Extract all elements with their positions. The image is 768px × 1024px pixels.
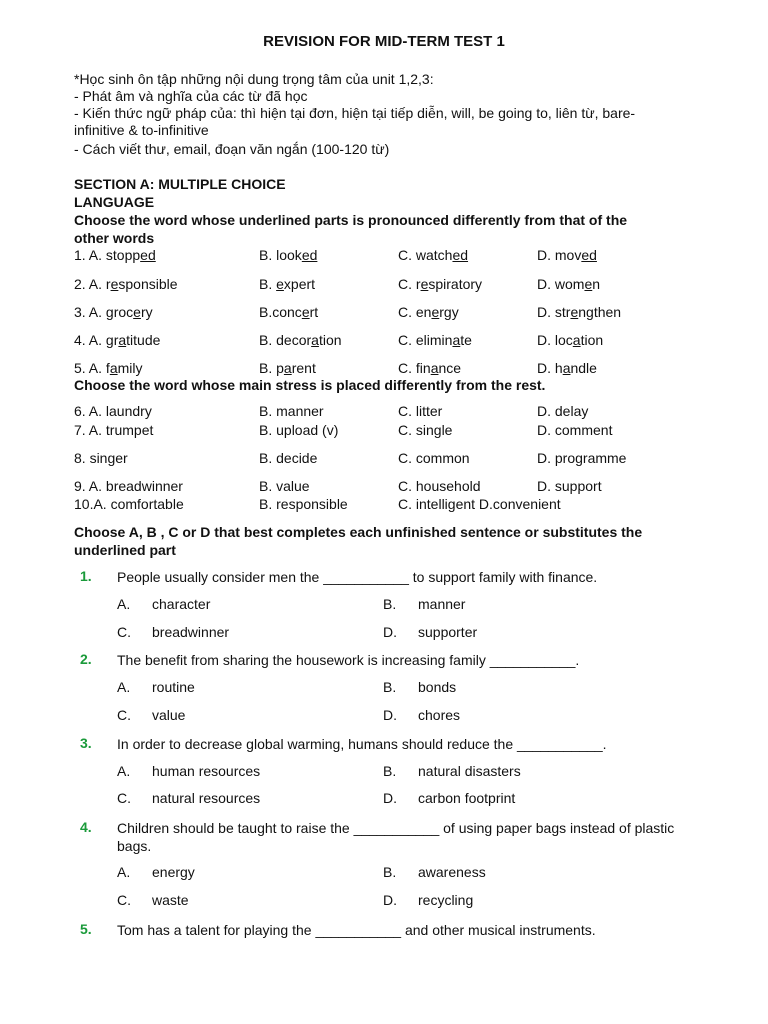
- list-item: D. women: [537, 276, 601, 292]
- list-item: 1. A. stopped: [74, 247, 156, 263]
- language-heading: LANGUAGE: [74, 194, 155, 210]
- list-item: C. intelligent D.convenient: [398, 496, 561, 512]
- list-item: 6. A. laundry: [74, 403, 152, 419]
- option-text: bonds: [418, 679, 457, 695]
- list-item: C. household: [398, 478, 481, 494]
- pron-instruction: Choose the word whose underlined parts is pronounced differently from that of the: [74, 212, 628, 228]
- question-number: 1.: [80, 568, 92, 584]
- intro-line-2: - Phát âm và nghĩa của các từ đã học: [74, 88, 308, 104]
- list-item: D. moved: [537, 247, 597, 263]
- choose-instruction-cont: underlined part: [74, 542, 176, 558]
- option-letter: C.: [117, 624, 131, 640]
- question-number: 3.: [80, 735, 92, 751]
- section-a-heading: SECTION A: MULTIPLE CHOICE: [74, 176, 286, 192]
- question-text: Tom has a talent for playing the ___________ and other musical instruments.: [117, 922, 596, 938]
- list-item: C. finance: [398, 360, 462, 376]
- option-letter: D.: [383, 624, 397, 640]
- option-letter: B.: [383, 679, 397, 695]
- list-item: B. responsible: [259, 496, 348, 512]
- question-number: 5.: [80, 921, 92, 937]
- page-title: REVISION FOR MID-TERM TEST 1: [263, 33, 505, 50]
- list-item: 4. A. gratitude: [74, 332, 161, 348]
- list-item: D. strengthen: [537, 304, 622, 320]
- option-text: value: [152, 707, 186, 723]
- option-text: natural disasters: [418, 763, 521, 779]
- list-item: B. manner: [259, 403, 324, 419]
- stress-instruction: Choose the word whose main stress is placed differently from the rest.: [74, 377, 546, 393]
- list-item: C. common: [398, 450, 470, 466]
- option-letter: B.: [383, 864, 397, 880]
- option-letter: D.: [383, 707, 397, 723]
- list-item: C. respiratory: [398, 276, 483, 292]
- intro-line-3: - Kiến thức ngữ pháp của: thì hiện tại đơn, hiện tại tiếp diễn, will, be going to, liên từ, bare-: [74, 105, 636, 121]
- list-item: C. energy: [398, 304, 459, 320]
- option-text: human resources: [152, 763, 261, 779]
- list-item: C. eliminate: [398, 332, 472, 348]
- list-item: B. decoration: [259, 332, 342, 348]
- intro-line-5: - Cách viết thư, email, đoạn văn ngắn (100-120 từ): [74, 141, 390, 157]
- option-letter: C.: [117, 707, 131, 723]
- list-item: D. delay: [537, 403, 589, 419]
- intro-line-1: *Học sinh ôn tập những nội dung trọng tâm của unit 1,2,3:: [74, 71, 434, 87]
- option-text: natural resources: [152, 790, 261, 806]
- list-item: B. looked: [259, 247, 318, 263]
- list-item: B. decide: [259, 450, 318, 466]
- option-letter: A.: [117, 596, 131, 612]
- option-text: carbon footprint: [418, 790, 516, 806]
- list-item: C. litter: [398, 403, 443, 419]
- list-item: 9. A. breadwinner: [74, 478, 183, 494]
- option-text: waste: [152, 892, 189, 908]
- option-letter: A.: [117, 679, 131, 695]
- list-item: D. programme: [537, 450, 627, 466]
- option-text: chores: [418, 707, 461, 723]
- option-text: awareness: [418, 864, 486, 880]
- option-letter: D.: [383, 790, 397, 806]
- option-letter: B.: [383, 763, 397, 779]
- list-item: D. location: [537, 332, 604, 348]
- list-item: C. watched: [398, 247, 469, 263]
- list-item: B. parent: [259, 360, 316, 376]
- option-letter: C.: [117, 790, 131, 806]
- option-text: breadwinner: [152, 624, 230, 640]
- intro-line-4: infinitive & to-infinitive: [74, 122, 209, 138]
- question-number: 2.: [80, 651, 92, 667]
- option-letter: A.: [117, 763, 131, 779]
- option-letter: B.: [383, 596, 397, 612]
- option-text: supporter: [418, 624, 478, 640]
- question-text: People usually consider men the ___________ to support family with finance.: [117, 569, 598, 585]
- option-text: character: [152, 596, 211, 612]
- list-item: 5. A. family: [74, 360, 143, 376]
- list-item: D. comment: [537, 422, 613, 438]
- list-item: C. single: [398, 422, 453, 438]
- question-number: 4.: [80, 819, 92, 835]
- list-item: B. value: [259, 478, 310, 494]
- list-item: 7. A. trumpet: [74, 422, 154, 438]
- option-text: energy: [152, 864, 195, 880]
- choose-instruction: Choose A, B , C or D that best completes each unfinished sentence or substitutes the: [74, 524, 643, 540]
- option-text: routine: [152, 679, 195, 695]
- option-letter: C.: [117, 892, 131, 908]
- list-item: 3. A. grocery: [74, 304, 153, 320]
- list-item: D. handle: [537, 360, 597, 376]
- list-item: 2. A. responsible: [74, 276, 178, 292]
- option-text: recycling: [418, 892, 474, 908]
- option-letter: D.: [383, 892, 397, 908]
- question-text: In order to decrease global warming, humans should reduce the ___________.: [117, 736, 607, 752]
- option-text: manner: [418, 596, 466, 612]
- question-text: Children should be taught to raise the ___________ of using paper bags instead of plastic bags.: [117, 820, 675, 854]
- option-letter: A.: [117, 864, 131, 880]
- list-item: B. expert: [259, 276, 316, 292]
- list-item: B.concert: [259, 304, 319, 320]
- list-item: 8. singer: [74, 450, 128, 466]
- list-item: 10.A. comfortable: [74, 496, 184, 512]
- pron-instruction-cont: other words: [74, 230, 155, 246]
- list-item: B. upload (v): [259, 422, 339, 438]
- question-text: The benefit from sharing the housework is increasing family ___________.: [117, 652, 580, 668]
- list-item: D. support: [537, 478, 602, 494]
